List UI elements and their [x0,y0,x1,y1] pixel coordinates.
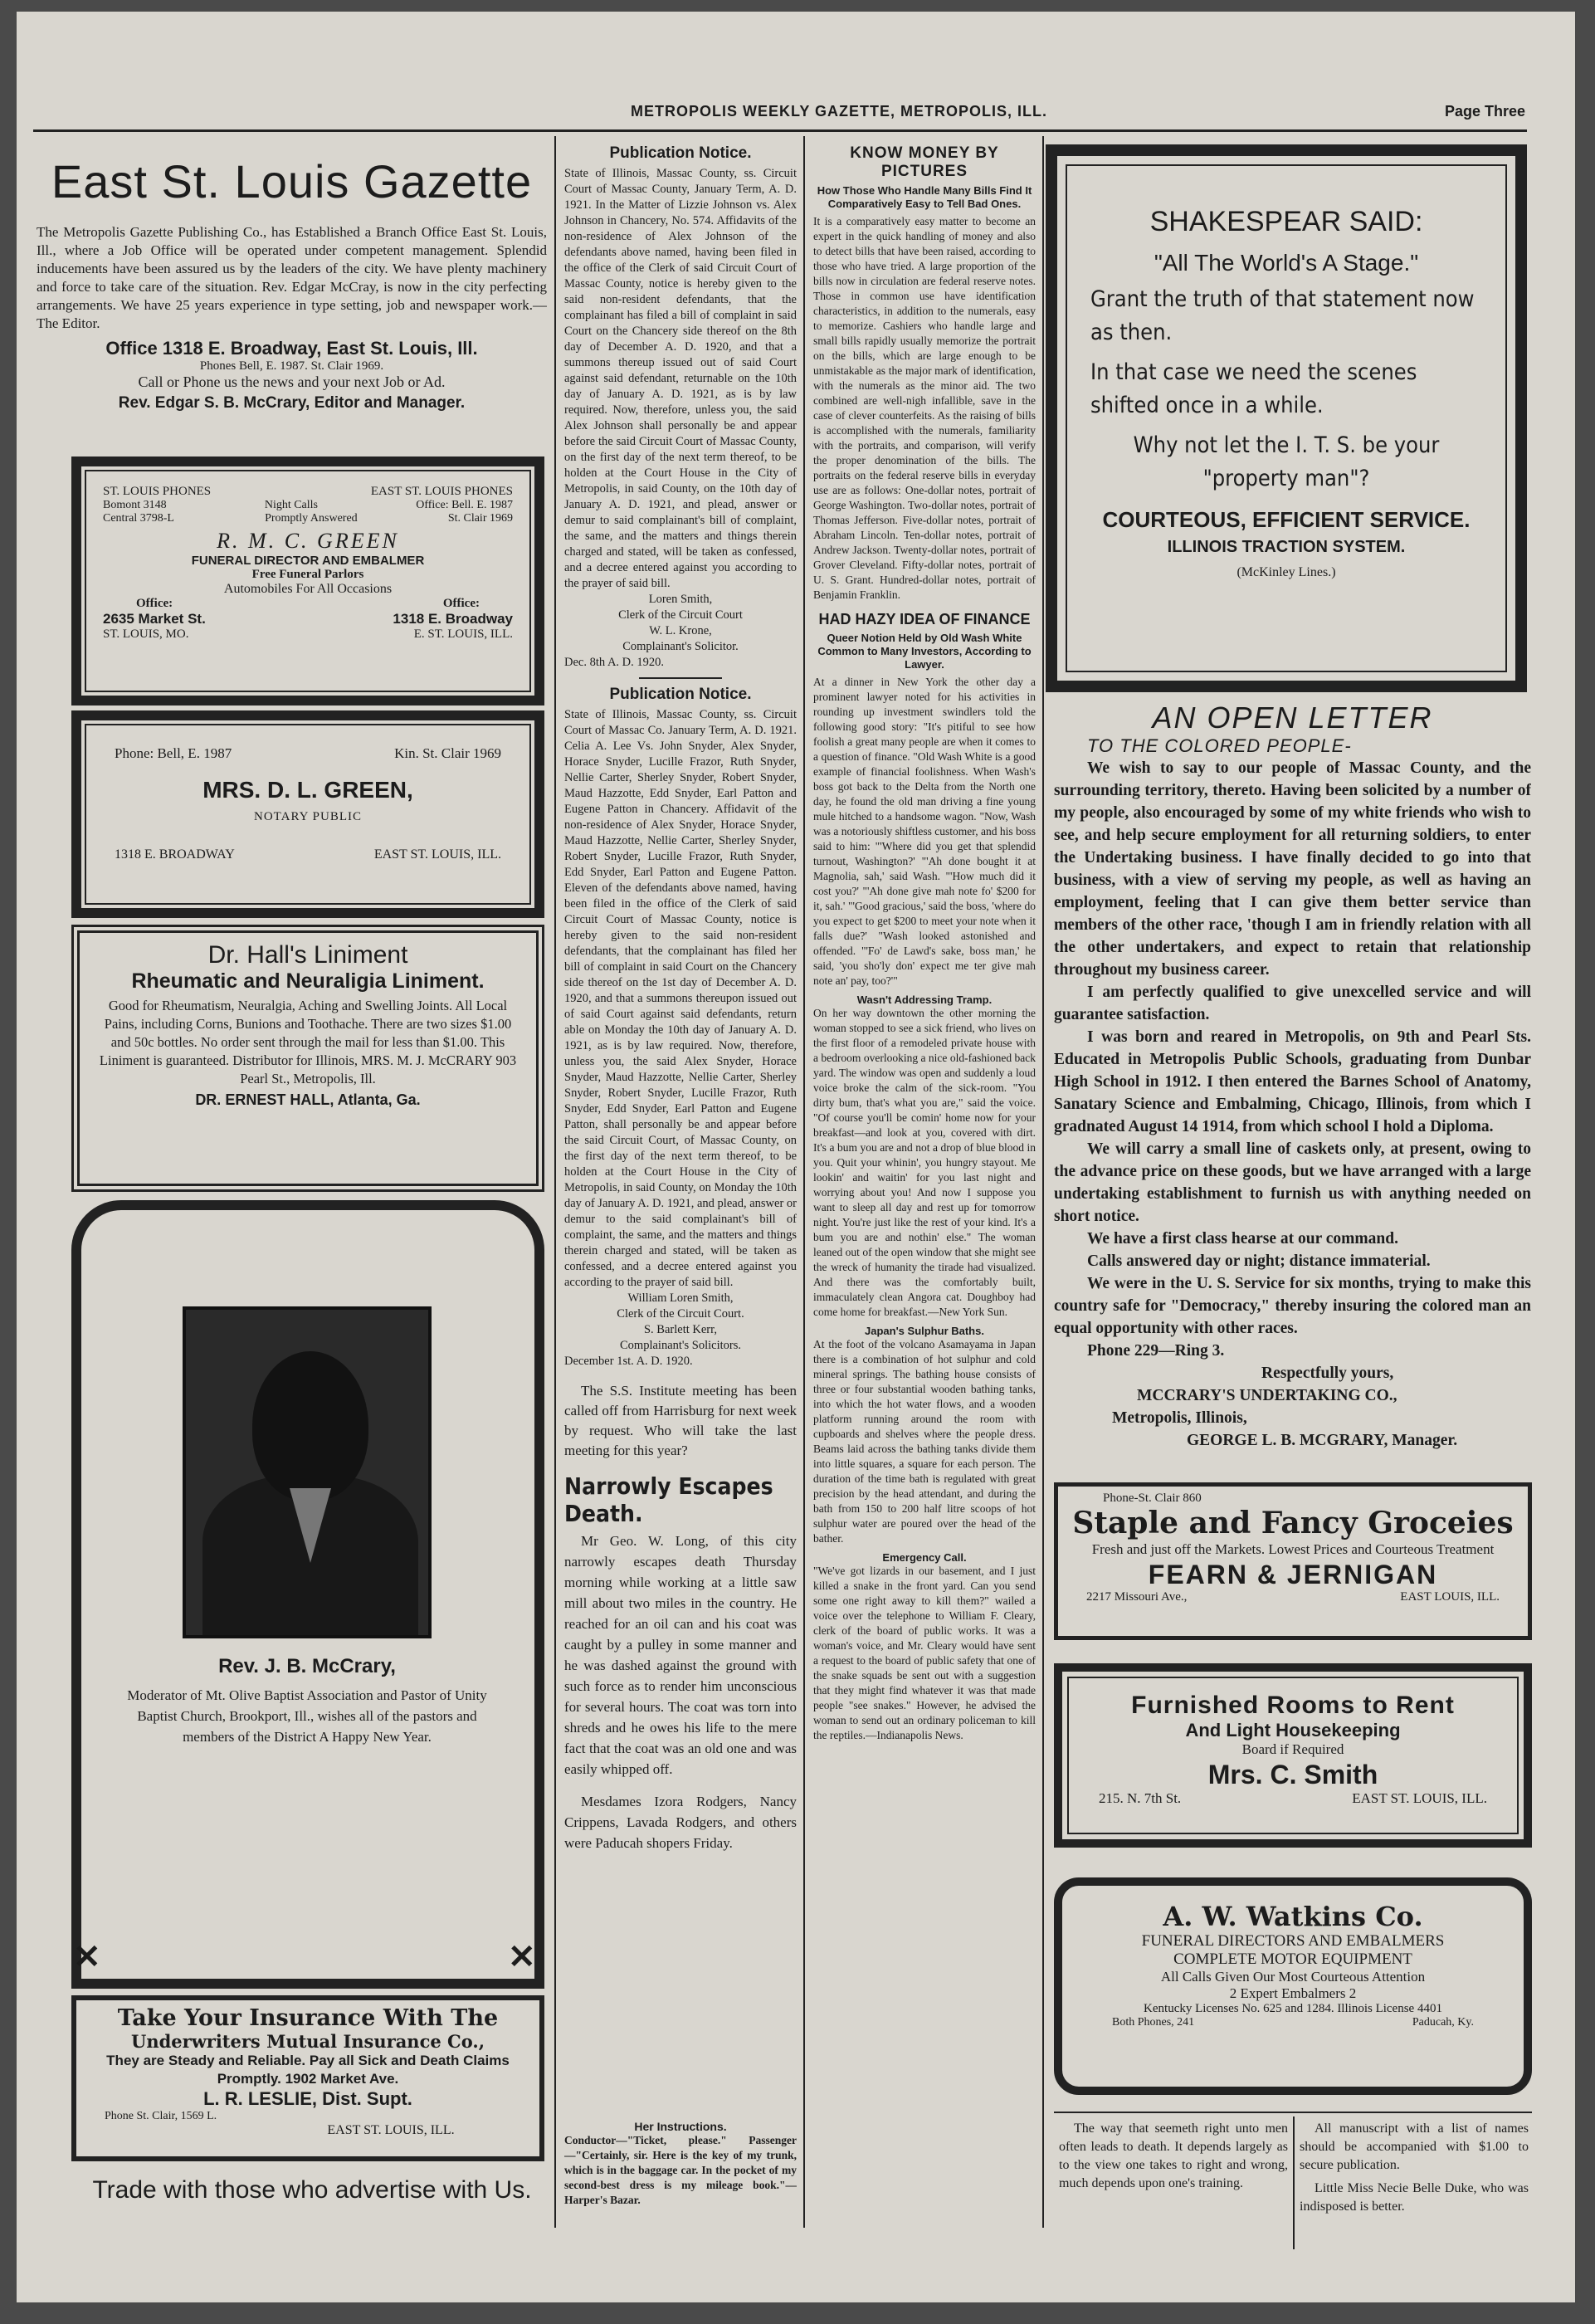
green-name: R. M. C. GREEN [217,529,399,553]
instructions-title: Her Instructions. [634,2120,727,2133]
insurance-company: Underwriters Mutual Insurance Co., [131,2031,485,2052]
hazy-body: At a dinner in New York the other day a prominent lawyer noted for his activities in rounding up investment swindlers told the following good story: "It's pitiful to see how foolish a great many people are when it comes to a question of finance. "Old Wash White is a good example of financial foolishness. When Wash's boss got back to the Delta from the North one day, he found the old man driving a fine young mule hitched to a handsome wagon. "Now, Wash was a notoriously shiftless customer, and his boss said to him: "'Where did you get that splendid turnout, Washington?' "'Ah done bought it at Magnolia, sah,' said Wash. "'How much did it cost you?' "'Ah done give mah note fo' $200 for it, sah.' "'Good gracious,' said the boss, 'where do you expect to get $200 to meet your note when it falls due?' "Wash looked astonished and offended. "'Fo' de Lawd's sake, boss man,' he said, 'you sho'ly don' expect me ter give mah note an' pay, too?'" [813,676,1036,987]
green-prompt: Promptly Answered [265,512,358,525]
rev-body: Moderator of Mt. Olive Baptist Association and Pastor of Unity Baptist Church, Brookport, Ill., wishes all of the pastors and members of the District A Happy New Year. [127,1687,487,1745]
escape-body: Mr Geo. W. Long, of this city narrowly escapes death Thursday morning while working at a little saw mill about two miles in the country. He reached for an oil can and his coat was caught by a pulley in some manner and he was dashed against the ground with such force as to render him unconscious for several hours. The coat was torn into shreds and he owes his life to the mere fact that the coat was an old one and was easily whipped off. [564,1533,797,1777]
letter-sig4: GEORGE L. B. MCGRARY, Manager. [1187,1432,1458,1449]
east-gazette-office: Office 1318 E. Broadway, East St. Louis, Ill. [105,338,478,359]
way-body: The way that seemeth right unto men often leads to death. It depends largely as to the view one takes to right and wrong, much depends upon one's training. [1059,2121,1288,2190]
liniment-sig: DR. ERNEST HALL, Atlanta, Ga. [195,1091,421,1108]
money-title: KNOW MONEY BY PICTURES [850,144,999,180]
notary-ad [71,710,544,918]
pub-notice-2-body: State of Illinois, Massac County, ss. Circuit Court of Massac Co. January Term, A. D. 1921. Celia A. Lee Vs. John Snyder, Alex Snyder, Horace Snyder, Lucille Frazor, Ruth Snyder, Nellie Carter, Sherley Snyder, Robert Snyder, Maud Hazzotte, Edd Snyder, Earl Patton and Eugene Patton in Chancery. Affidavit of the non-residence of Alex Snyder, Horace Snyder, Maud Hazzotte, Nellie Carter, Sherley Snyder, Robert Snyder, Lucille Frazor, Ruth Snyder, Edd Snyder, Earl Patton and Eugene Patton. Eleven of the defendants above named, having been filed in the office of the Clerk of said Circuit Court of Massac County, notice is hereby given to the said non-resident defendants, that the complainant has filed her bill of complaint in said Court on the Chancery side thereof on the 1st day of December A. D. 1920, and that a summons thereupon issued out of said Court against said defendants, return able on Monday the 10th day of January A. D. 1921, as is by law required. Now, therefore, unless you, the said Alex Snyder, Horace Snyder, Maud Hazzotte, Nellie Carter, Sherley Snyder, Robert Snyder, Lucille Frazor, Ruth Snyder, Edd Snyder, Earl Patton and Eugene Patton, shall personally be and appear before the said Circuit Court, of Massac County, on the first day of the next term thereof, to be holden at the Court House in the City of Metropolis, in said County, on Monday the 10th day of January A. D. 1921, and plead, answer or demur to the said complainant's bill of complaint, the same, and the matters and things therein charged and stated, will be taken as confessed, and a decree entered against you according to the prayer of said bill. [564,708,797,1289]
green-addr-left: 2635 Market St. [103,611,206,627]
column-2 [564,144,797,2253]
letter-p1: We wish to say to our people of Massac County, and the surrounding territory, thereto. Having been solicited by a number of my people, also encouraged by some of my white friends who wish to see, and help secure employment for all returning soldiers, to enter the Undertaking business. I have finally decided to go into that business, with a view of serving my people, as well as having an employment, feeling that I can give them better service than members of the other race, 'though I am in friendly relation with all the other undertakers, and expect to retain that relationship throughout my business career. [1054,759,1531,979]
sulphur-body: At the foot of the volcano Asamayama in Japan there is a combination of hot sulphur and cold mineral springs. The bathing house consists of three or four substantial wooden bathing tanks, into which the hot water flows, and a wooden platform running around the room with cupboards and shelves where the people dress. Beams laid across the bathing tanks divide them into little squares, a square for each person. The duration of the time bath is regulated with great precision by the head attendant, and during the bath from 150 to 200 half litre scoops of hot sulphur water are poured over the head of the bather. [813,1338,1036,1545]
groceries-ad [1054,1482,1532,1640]
rooms-sub: And Light Housekeeping [1185,1720,1401,1741]
green-phones-right: EAST ST. LOUIS PHONES [370,485,513,498]
frame-ornament-left: ✕ [73,1938,101,1975]
pub-notice-2-sig4: Complainant's Solicitors. [620,1339,741,1352]
column-rule-1 [554,136,556,2228]
rooms-addr: 215. N. 7th St. [1099,1790,1182,1806]
east-gazette-call: Call or Phone us the news and your next Job or Ad. [138,374,446,390]
green-parlors: Free Funeral Parlors [251,568,364,581]
shakespear-line4: COURTEOUS, EFFICIENT SERVICE. [1102,507,1471,532]
letter-p2: I am perfectly qualified to give unexcelled service and will guarantee satisfaction. [1054,984,1531,1023]
pub-notice-2-sig2: Clerk of the Circuit Court. [617,1307,744,1321]
notary-kin: Kin. St. Clair 1969 [394,745,501,761]
masthead: METROPOLIS WEEKLY GAZETTE, METROPOLIS, ILL. [631,103,1048,120]
pub-notice-1-sig4: Complainant's Solicitor. [622,640,739,653]
letter-sig2: MCCRARY'S UNDERTAKING CO., [1137,1387,1397,1404]
column-rule-2 [803,136,805,2228]
green-central: Central 3798-L [103,512,174,525]
insurance-title: Take Your Insurance With The [117,2005,499,2031]
page-number: Page Three [1444,103,1525,120]
green-funeral: FUNERAL DIRECTOR AND EMBALMER [191,554,425,568]
watkins-line6: Both Phones, 241 [1112,2016,1195,2029]
pub-notice-1-sig1: Loren Smith, [648,593,713,606]
green-office-right: Office: [442,597,480,610]
letter-p6: Calls answered day or night; distance immaterial. [1087,1252,1431,1270]
insurance-body: They are Steady and Reliable. Pay all Sick and Death Claims Promptly. 1902 Market Ave. [106,2053,510,2087]
rev-mccrary-portrait [183,1306,432,1638]
letter-sig3: Metropolis, Illinois, [1112,1409,1247,1427]
instructions-item [564,2120,797,2253]
groceries-title: Staple and Fancy Groceies [1072,1506,1514,1540]
open-letter [1054,701,1531,1472]
green-office-left: Office: [136,597,173,610]
green-phones-left: ST. LOUIS PHONES [103,485,212,498]
header-rule [33,129,1527,132]
liniment-ad [71,925,544,1192]
groceries-addr: 2217 Missouri Ave., [1086,1590,1188,1604]
green-auto: Automobiles For All Occasions [223,582,393,596]
letter-to: TO THE COLORED PEOPLE- [1087,735,1352,756]
green-funeral-ad [71,456,544,706]
rev-mccrary-text [116,1655,498,1904]
watkins-title: A. W. Watkins Co. [1163,1901,1423,1932]
east-gazette-editor: Rev. Edgar S. B. McCrary, Editor and Manager. [118,394,466,412]
watkins-line3: All Calls Given Our Most Courteous Attention [1160,1969,1426,1985]
green-bomont: Bomont 3148 [103,499,167,511]
groceries-sub: Fresh and just off the Markets. Lowest Prices and Courteous Treatment [1091,1541,1495,1557]
groceries-city: EAST LOUIS, ILL. [1400,1590,1500,1604]
pub-notice-1-sig3: W. L. Krone, [649,624,712,637]
pub-notice-2-date: December 1st. A. D. 1920. [564,1355,693,1368]
page-header [17,103,1575,128]
pub-notice-2-sig3: S. Barlett Kerr, [643,1323,717,1336]
column-3 [813,144,1036,2253]
pub-notice-1-sig2: Clerk of the Circuit Court [618,608,743,622]
money-sub: How Those Who Handle Many Bills Find It Comparatively Easy to Tell Bad Ones. [817,184,1032,210]
shakespear-line2: In that case we need the scenes shifted once in a while. [1090,359,1417,418]
rooms-title: Furnished Rooms to Rent [1131,1692,1455,1719]
hazy-title: HAD HAZY IDEA OF FINANCE [818,611,1031,627]
tramp-body: On her way downtown the other morning the woman stopped to see a sick friend, who lives on the first floor of a remodeled private house with a bedroom overlooking a nice old-fashioned back yard. The window was open and suddenly a loud voice broke the calm of the sick-room. "You dirty bum, that's what you are," said the voice. "Of course you'll be comin' home now for your breakfast—and look at you, covered with dirt. It's a bum you are and not a drop of blue blood in you. Quit your whinin', you hungry stayout. Me lookin' and waitin' for you last night and worrying about you! And now I suppose you want to sleep all day and rest up for tomorrow night. You're just like the rest of your kind. It's a bum you are and nothin' else." The woman leaned out of the open window that she might see the wreck of humanity the tirade had visualized. And there was the comfortably built, immaculately clean Angora cat. Doughboy had come home for breakfast.—New York Sun. [813,1007,1036,1318]
frame-ornament-right: ✕ [508,1938,536,1975]
east-gazette-title: East St. Louis Gazette [51,155,533,208]
insurance-ad [71,1995,544,2161]
shakespear-title: SHAKESPEAR SAID: [1149,206,1423,237]
insurance-phone: Phone St. Clair, 1569 L. [105,2110,217,2122]
instructions-body: Conductor—"Ticket, please." Passenger—"Certainly, sir. Here is the key of my trunk, which is in the baggage car. In the pocket of my second-best dress is my mileage book."—Harper's Bazar. [564,2134,797,2206]
newspaper-page [17,12,1575,2302]
groceries-name: FEARN & JERNIGAN [1148,1560,1438,1589]
hazy-sub: Queer Notion Held by Old Wash White Common to Many Investors, According to Lawyer. [817,632,1032,671]
east-gazette-body: The Metropolis Gazette Publishing Co., has Established a Branch Office East St. Louis, Ill., where a Job Office will be operated under competent management. Splendid inducements have been assured us by the leaders of the city. We have plenty machinery and force to take care of the situation. Rev. Edgar McCray, is now in the city perfecting arrangements. We have 25 years experience in type setting, job and newspaper work.—The Editor. [37,224,547,331]
green-city-right: E. ST. LOUIS, ILL. [413,627,513,641]
insurance-name: L. R. LESLIE, Dist. Supt. [203,2088,412,2109]
green-addr-right: 1318 E. Broadway [393,611,513,627]
letter-sig1: Respectfully yours, [1261,1365,1394,1382]
mesdames-notice: Mesdames Izora Rodgers, Nancy Crippens, Lavada Rodgers, and others were Paducah shopers Friday. [564,1794,797,1851]
manuscript-body: All manuscript with a list of names should be accompanied with $1.00 to secure publication. [1300,2121,1529,2172]
rooms-board: Board if Required [1241,1741,1344,1757]
pub-notice-1-body: State of Illinois, Massac County, ss. Circuit Court of Massac County, January Term, A. D. 1921. In the Matter of Lizzie Johnson vs. Alex Johnson in Chancery, No. 574. Affidavits of the non-residence of Alex Johnson of the defendants above named, having been filed in the office of the Clerk of said Circuit Court of Massac County, notice is hereby given to the said non-resident defendants, that the complainant has filed a bill of complaint in said Court on the Chancery side thereof on the 8th day of December A. D. 1920, and that a summons thereup issued out of said Court against said defendant, returnable on the 10th day of January A. D. 1921, as is by law required. Now, therefore, unless you, the said Alex Johnson shall personally be and appear before the said Circuit Court of Massac County, on the first day of the next term thereof, to be holden at the Court House in the City of Metropolis, in said County, on the 10th day of January A. D. 1921, and plead, answer or demur to said complainant's bill of complaint, the same, and the matters and things therein charged and stated, will be taken as confessed, and a decree entered against you according to the prayer of said bill. [564,167,797,590]
rev-name: Rev. J. B. McCrary, [218,1655,396,1677]
green-night: Night Calls [264,499,318,511]
letter-p4: We will carry a small line of caskets only, at present, owing to the advance price on these goods, but we have arranged with a large undertaking establishment to furnish us with anything needed on short notice. [1054,1140,1531,1225]
liniment-title: Dr. Hall's Liniment [207,941,408,969]
green-stclair: St. Clair 1969 [447,512,513,525]
rooms-ad [1054,1663,1532,1848]
money-body: It is a comparatively easy matter to become an expert in the quick handling of money and also to detect bills that have been raised, according to those who have tried. A large proportion of the bills now in circulation are federal reserve notes. Those in common use have identification characteristics, in addition to the numerals, easy to memorize. Cashiers who handle large and small bills rapidly usually memorize the portrait on the bills, which are large enough to be unmistakable as the major mark of identification, with the numerals as the minor aid. The two combined are well-nigh infallible, save in the case of clever counterfeits. As the raising of bills is accomplished with the numerals, familiarity with the portraits, and comparison, will verify the proper denomination of the bills. The portraits on the federal reserve bills in everyday use are as follows: One-dollar notes, portrait of George Washington. Two-dollar notes, portrait of Thomas Jefferson. Five-dollar notes, portrait of Abraham Lincoln. Ten-dollar notes, portrait of Andrew Jackson. Twenty-dollar notes, portrait of Grover Cleveland. Fifty-dollar notes, portrait of U. S. Grant. Hundred-dollar notes, portrait of Benjamin Franklin. [813,215,1036,601]
watkins-line4: 2 Expert Embalmers 2 [1229,1985,1357,2001]
liniment-body: Good for Rheumatism, Neuralgia, Aching and Swelling Joints. All Local Pains, including Corns, Bunions and Toothache. There are two sizes $1.00 and 50c bottles. No order sent through the mail for less than $1.00. This Liniment is guaranteed. Distributor for Illinois, MRS. M. J. McCRARY 903 Pearl St., Metropolis, Ill. [99,998,517,1086]
letter-p5: We have a first class hearse at our command. [1087,1230,1398,1247]
sulphur-title: Japan's Sulphur Baths. [865,1325,984,1337]
bottom-column-rule [1293,2116,1295,2249]
manuscript-item [1300,2120,1529,2253]
pub-notice-2-sig1: William Loren Smith, [627,1291,734,1305]
notary-city: EAST ST. LOUIS, ILL. [373,847,501,862]
shakespear-line5: ILLINOIS TRACTION SYSTEM. [1167,538,1406,556]
watkins-line7: Paducah, Ky. [1412,2016,1474,2029]
watkins-line1: FUNERAL DIRECTORS AND EMBALMERS [1141,1932,1445,1950]
emergency-title: Emergency Call. [882,1551,967,1564]
groceries-phone: Phone-St. Clair 860 [1103,1492,1202,1505]
green-city-left: ST. LOUIS, MO. [103,627,189,641]
green-office-bell: Office: Bell. E. 1987 [416,499,513,511]
duke-body: Little Miss Necie Belle Duke, who was indisposed is better. [1300,2181,1529,2214]
bottom-rule [1054,2112,1532,2113]
shakespear-quote: "All The World's A Stage." [1154,250,1419,276]
east-gazette-phones: Phones Bell, E. 1987. St. Clair 1969. [199,359,384,373]
letter-title: AN OPEN LETTER [1152,701,1433,735]
letter-p3: I was born and reared in Metropolis, on 9th and Pearl Sts. Educated in Metropolis Public Schools, graduating from Dunbar High School in 1912. I then entered the Barnes School of Anatomy, Sanatary Science and Embalming, Chicago, Illinois, from which I gradnated August 14 1914, from which school I hold a Diploma. [1054,1028,1531,1135]
escape-title: Narrowly Escapes Death. [564,1472,773,1527]
shakespear-line1: Grant the truth of that statement now as then. [1090,286,1475,345]
trade-slogan: Trade with those who advertise with Us. [92,2176,532,2204]
notary-addr: 1318 E. BROADWAY [115,847,235,862]
notary-phone: Phone: Bell, E. 1987 [115,745,232,761]
way-item [1059,2120,1288,2253]
pub-notice-2-title: Publication Notice. [609,686,752,703]
liniment-sub: Rheumatic and Neuraligia Liniment. [131,969,485,993]
pub-notice-1-date: Dec. 8th A. D. 1920. [564,656,665,669]
letter-p8: Phone 229—Ring 3. [1087,1342,1225,1360]
pub-notice-1-title: Publication Notice. [609,144,752,162]
tramp-title: Wasn't Addressing Tramp. [856,994,993,1006]
rooms-city: EAST ST. LOUIS, ILL. [1352,1790,1487,1806]
insurance-city: EAST ST. LOUIS, ILL. [327,2123,455,2137]
shakespear-line6: (McKinley Lines.) [1236,565,1336,579]
shakespear-line3: Why not let the I. T. S. be your "property man"? [1133,432,1440,491]
watkins-line2: COMPLETE MOTOR EQUIPMENT [1173,1950,1412,1968]
notary-title: NOTARY PUBLIC [253,810,362,823]
watkins-line5: Kentucky Licenses No. 625 and 1284. Illinois License 4401 [1144,2002,1442,2015]
institute-notice: The S.S. Institute meeting has been called off from Harrisburg for next week by request. Who will take the last meeting for this year? [564,1383,797,1458]
rooms-name: Mrs. C. Smith [1207,1760,1378,1789]
watkins-ad [1054,1877,1532,2095]
column-rule-3 [1042,136,1044,2228]
letter-p7: We were in the U. S. Service for six months, trying to make this country safe for "Democracy," thereby insuring the colored man an equal opportunity with other races. [1054,1275,1531,1337]
emergency-body: "We've got lizards in our basement, and I just killed a snake in the front yard. Can you send some one right away to kill them?" wailed a voice over the telephone to William F. Cleary, clerk of the board of public works. It was a woman's voice, and Mr. Cleary would have sent a request to the board of public safety that one of the snake squads be sent out with a suggestion that they might find whatever it was that made people "see snakes." However, he advised the woman to send out an ordinary policeman to kill the reptiles.—Indianapolis News. [813,1565,1036,1741]
notary-name: MRS. D. L. GREEN, [202,777,413,803]
shakespear-ad [1046,144,1527,692]
